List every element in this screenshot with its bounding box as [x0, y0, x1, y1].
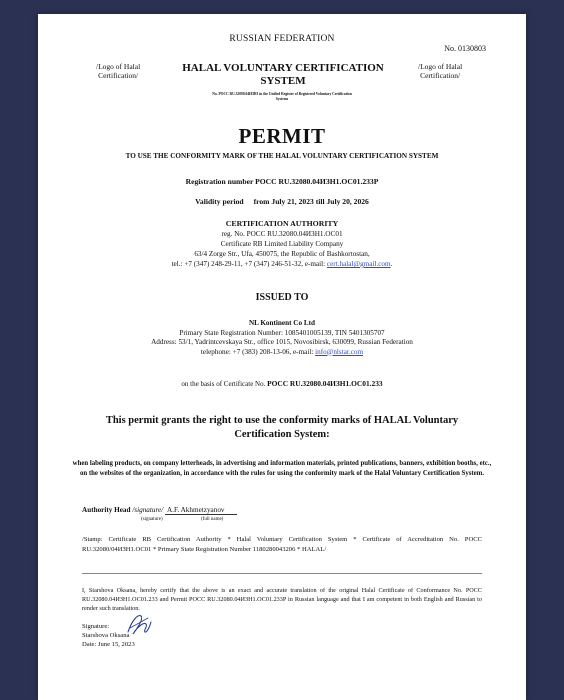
signature-placeholder: /signature/ [132, 506, 164, 514]
translator-date: Date: June 15, 2023 [82, 641, 135, 648]
authority-reg: reg. No. POCC RU.32080.04ИЗН1.ОС01 [221, 230, 343, 238]
authority-contacts: tel.: +7 (347) 248-29-11, +7 (347) 246-51-32, e-mail: cert.halal@gmail.com. [171, 260, 393, 268]
grant-statement: This permit grants the right to use the conformity marks of HALAL Voluntary Certification System: [105, 415, 459, 440]
translator-signature-block [82, 622, 135, 649]
holder-name: NL Kontinent Co Ltd [248, 319, 316, 327]
issued-to-heading: ISSUED TO [255, 292, 309, 303]
holder-telephone: telephone: +7 (383) 208-13-06, e-mail: info@nlstar.com [200, 347, 364, 356]
holder-registration: Primary State Registration Number: 1085401005139, TIN 5401305707 [179, 328, 385, 337]
system-title: HALAL VOLUNTARY CERTIFICATION SYSTEM [182, 62, 384, 87]
basis-certificate: on the basis of Certificate No. POCC RU.32080.04ИЗН1.ОС01.233 [181, 379, 383, 388]
validity-label: Validity period [195, 197, 244, 206]
fullname-caption: (full name) [201, 517, 224, 522]
signature-caption: (signature) [141, 517, 163, 522]
usage-scope: when labeling products, on company letterheads, in advertising and information materials, printed publications, banners, exhibition booths, etc., on the websites of the organization, in accordance with the rules for using the conformity mark of the Halal Voluntary Certification System. [72, 460, 492, 477]
country-heading: RUSSIAN FEDERATION [229, 34, 335, 44]
validity-value: from July 21, 2023 till July 20, 2026 [253, 197, 369, 206]
basis-certificate-number: POCC RU.32080.04ИЗН1.ОС01.233 [267, 379, 383, 388]
registration-number: Registration number POCC RU.32080.04ИЗН1.ОС01.233P [185, 177, 379, 186]
validity-period [38, 197, 526, 206]
system-register-line: No. POCC RU.32080.04ИЗН1 in the Unified Register of Registered Voluntary Certification Systems [212, 92, 352, 101]
translator-statement: I, Starshova Oksana, hereby certify that the above is an exact and accurate translation of the original Halal Certificate of Conformance No. POCC RU.32080.04ИЗН1.ОС01.233 and Permit POCC RU.32080.04ИЗН1.ОС01.233P in Russian language and that I am competent in both English and Russian to render such translation. [82, 587, 482, 612]
translator-name: Starshova Oksana [82, 632, 130, 639]
document-number: No. 0130803 [444, 44, 486, 53]
certificate-page [38, 14, 526, 700]
authority-head-label: Authority Head [82, 506, 131, 514]
holder-address: Address: 53/1, Yadrintcevskaya Str., office 1015, Novosibirsk, 630099, Russian Federation [151, 338, 413, 346]
permit-holder [38, 319, 526, 357]
authority-name: Certificate RB Limited Liability Company [220, 240, 344, 248]
section-divider [82, 573, 482, 574]
authority-signature-row [82, 506, 237, 515]
holder-email-link[interactable]: info@nlstar.com [315, 347, 364, 356]
logo-placeholder-right: /Logo of Halal Certification/ [418, 62, 463, 80]
authority-heading: CERTIFICATION AUTHORITY [225, 219, 339, 228]
permit-subtitle: TO USE THE CONFORMITY MARK OF THE HALAL VOLUNTARY CERTIFICATION SYSTEM [125, 152, 439, 160]
translator-signature-label: Signature: [82, 623, 110, 630]
authority-address: 63/4 Zorge Str., Ufa, 450075, the Republic of Bashkortostan, [194, 250, 370, 258]
stamp-text: /Stamp: Certificate RB Certification Authority * Halal Voluntary Certification System * Certificate of Accreditation No. POCC RU.32080/04ИЗН1.ОС01 * Primary State Registration Number 1180280043206 * HALAL/ [82, 536, 482, 553]
logo-placeholder-left: /Logo of Halal Certification/ [96, 62, 141, 80]
authority-email-link[interactable]: cert.halal@gmail.com [326, 260, 391, 268]
authority-head-name: A.F. Akhmetzyanov [165, 506, 237, 515]
permit-title: PERMIT [238, 124, 326, 148]
certification-authority [38, 219, 526, 269]
